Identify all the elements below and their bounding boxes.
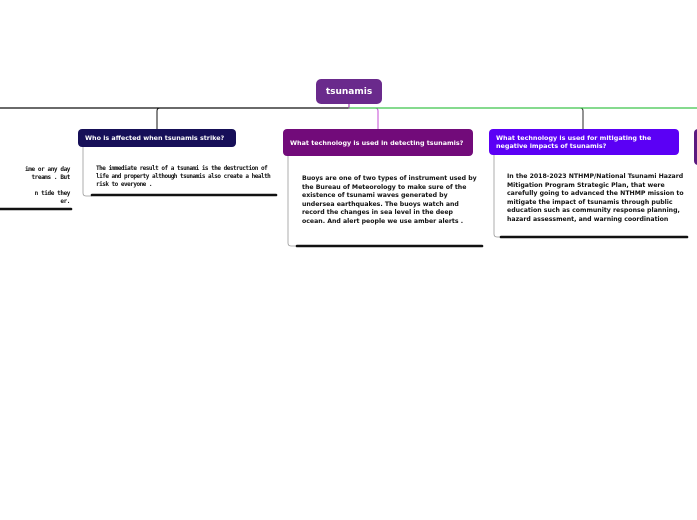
note-who-is-affected: The immediate result of a tsunami is the destruction of life and property although tsunamis also create a health risk to everyone . xyxy=(96,165,271,188)
connector-left-branch xyxy=(0,104,349,108)
topic-node-label: Who is affected when tsunamis strike? xyxy=(85,134,225,142)
topic-node-detecting-technology[interactable] xyxy=(283,129,473,156)
note-left-fragment: ime or any day treams . But n tide they er. xyxy=(25,166,70,205)
note-bracket-detect xyxy=(288,156,296,246)
note-bracket-affected xyxy=(83,147,92,196)
note-bracket-mitigate xyxy=(494,155,501,237)
topic-node-who-is-affected[interactable] xyxy=(78,129,236,147)
connector-affected xyxy=(157,108,349,129)
topic-node-mitigating-technology[interactable] xyxy=(489,129,679,155)
root-node-label: tsunamis xyxy=(325,86,373,97)
note-detecting-technology: Buoys are one of two types of instrument used by the Bureau of Meteorology to make sure of the existence of tsunami waves generated by undersea earthquakes. The buoys watch and record the changes in sea level in the deep ocean. And alert people we use amber alerts . xyxy=(302,175,477,225)
note-mitigating-technology: In the 2018-2023 NTHMP/National Tsunami Hazard Mitigation Program Strategic Plan, that were carefully going to advanced the NTHMP mission to mitigate the impact of tsunamis through public education such as community response planning, hazard assessment, and warning coordination xyxy=(507,173,684,223)
root-node-tsunamis[interactable] xyxy=(316,79,382,104)
topic-node-label: What technology is used for mitigating the negative impacts of tsunamis? xyxy=(496,134,652,150)
connector-mitigate xyxy=(378,108,583,129)
topic-node-label: What technology is used in detecting tsunamis? xyxy=(290,138,464,147)
